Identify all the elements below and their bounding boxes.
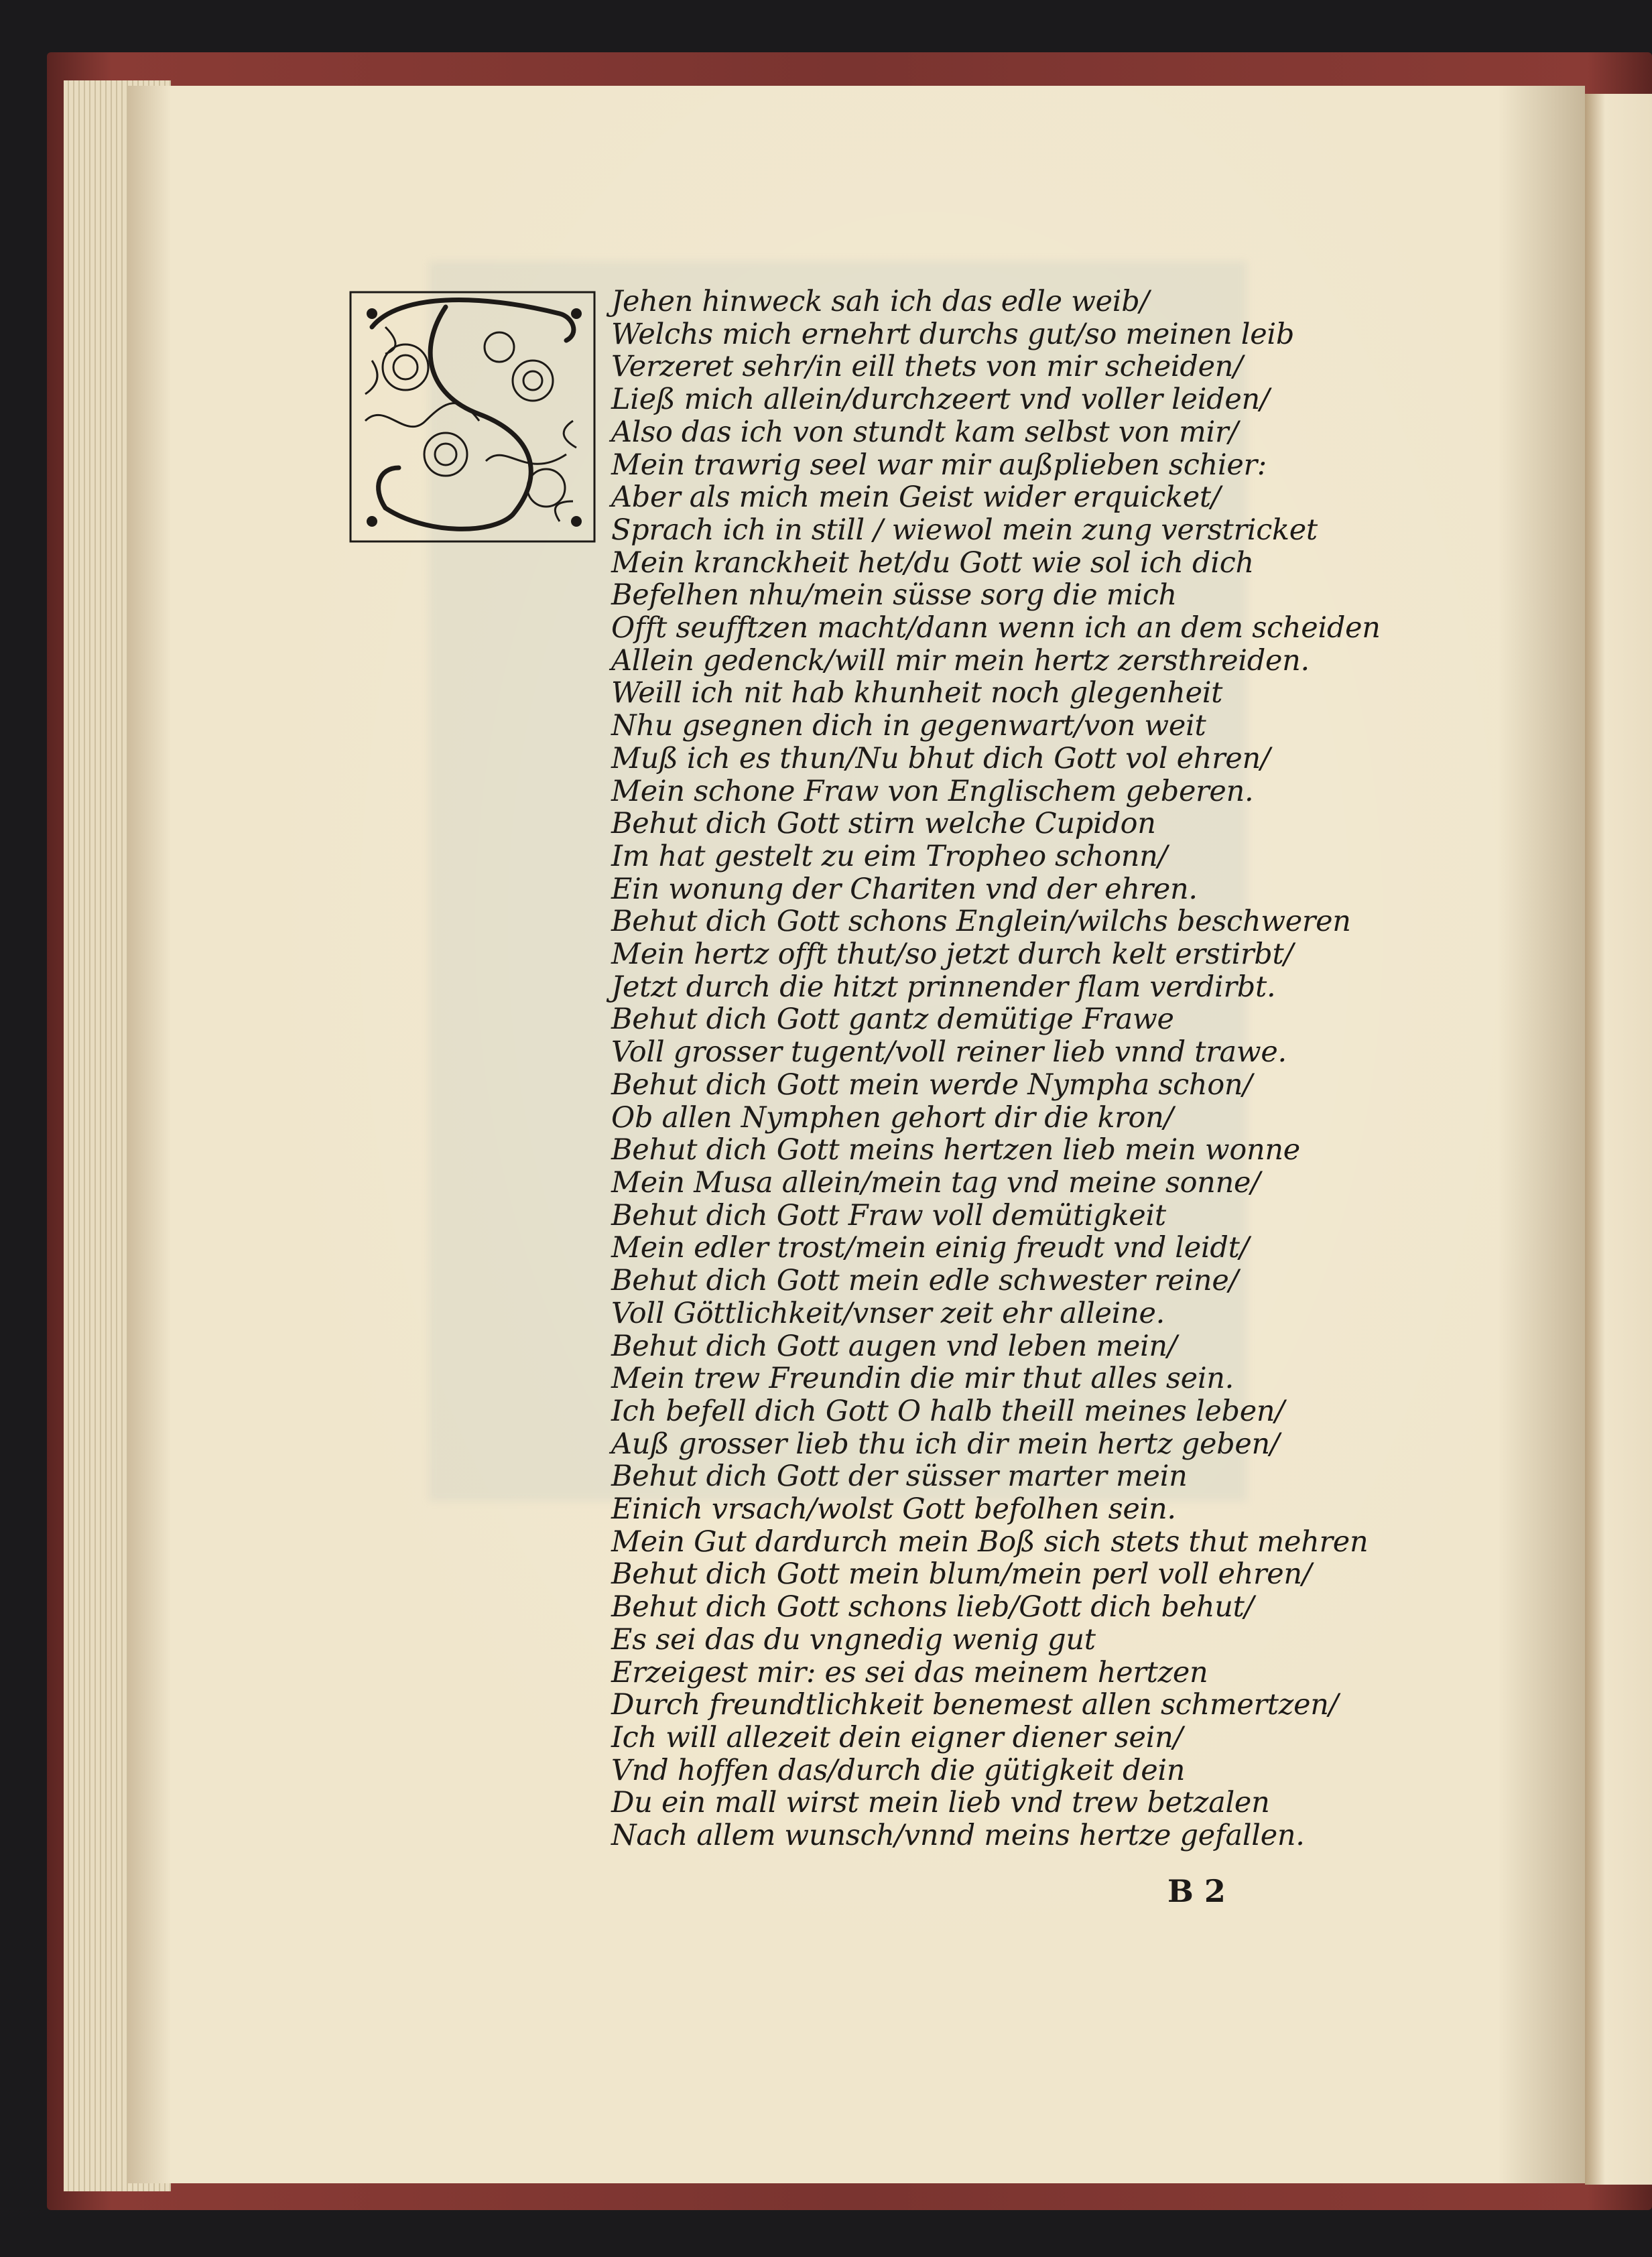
poem-line: Offt seufftzen macht/dann wenn ich an dem scheiden <box>611 611 1381 645</box>
poem-line: Ob allen Nymphen gehort dir die kron/ <box>611 1100 1173 1135</box>
poem-line: Behut dich Gott der süsser marter mein <box>611 1460 1188 1494</box>
facing-page-edge <box>1585 94 1652 2185</box>
poem-line: Behut dich Gott gantz demütige Frawe <box>611 1003 1174 1037</box>
poem-line: Nhu gsegnen dich in gegenwart/von weit <box>611 709 1206 743</box>
poem-line: Welchs mich ernehrt durchs gut/so meinen leib <box>611 317 1295 351</box>
poem-line: Allein gedenck/will mir mein hertz zersthreiden. <box>611 643 1310 678</box>
poem-line: Ich befell dich Gott O halb theill meines leben/ <box>611 1394 1285 1428</box>
poem-line: Ein wonung der Chariten vnd der ehren. <box>611 872 1198 906</box>
poem-line: Voll grosser tugent/voll reiner lieb vnnd trawe. <box>611 1035 1287 1070</box>
poem-line: Vnd hoffen das/durch die gütigkeit dein <box>611 1753 1186 1787</box>
poem-line: Ich will allezeit dein eigner diener sein/ <box>611 1720 1183 1754</box>
poem-line: Behut dich Gott mein blum/mein perl voll ehren/ <box>611 1557 1312 1592</box>
poem-line: Behut dich Gott augen vnd leben mein/ <box>611 1329 1178 1363</box>
poem-line: Behut dich Gott schons Englein/wilchs beschweren <box>611 905 1351 939</box>
poem-line: Mein hertz offt thut/so jetzt durch kelt erstirbt/ <box>611 938 1293 972</box>
poem-line: Weill ich nit hab khunheit noch glegenheit <box>611 676 1223 710</box>
poem-line: Mein Musa allein/mein tag vnd meine sonne/ <box>611 1165 1261 1200</box>
poem-line: Mein schone Fraw von Englischem geberen. <box>611 774 1254 808</box>
poem-text <box>611 285 1576 1852</box>
poem-line: Erzeigest mir: es sei das meinem hertzen <box>611 1655 1208 1689</box>
poem-line: Behut dich Gott meins hertzen lieb mein wonne <box>611 1133 1300 1167</box>
poem-line: Behut dich Gott Fraw voll demütigkeit <box>611 1198 1166 1232</box>
poem-line: Mein kranckheit het/du Gott wie sol ich dich <box>611 545 1254 580</box>
poem-line: Behut dich Gott schons lieb/Gott dich behut/ <box>611 1590 1254 1624</box>
poem-line: Mein trawrig seel war mir außplieben schier: <box>611 448 1267 482</box>
poem-line: Jehen hinweck sah ich das edle weib/ <box>611 285 1149 318</box>
poem-line: Nach allem wunsch/vnnd meins hertze gefallen. <box>611 1819 1305 1853</box>
poem-line: Also das ich von stundt kam selbst von mir/ <box>611 415 1238 449</box>
poem-line: Durch freundtlichkeit benemest allen schmertzen/ <box>611 1688 1338 1722</box>
poem-line: Einich vrsach/wolst Gott befolhen sein. <box>611 1492 1176 1527</box>
poem-line: Muß ich es thun/Nu bhut dich Gott vol ehren/ <box>611 741 1271 775</box>
poem-line: Auß grosser lieb thu ich dir mein hertz geben/ <box>611 1427 1280 1461</box>
poem-line: Es sei das du vngnedig wenig gut <box>611 1622 1096 1657</box>
poem-line: Befelhen nhu/mein süsse sorg die mich <box>611 578 1177 612</box>
poem-line: Aber als mich mein Geist wider erquicket/ <box>611 480 1221 515</box>
poem-line: Jetzt durch die hitzt prinnender flam verdirbt. <box>611 970 1276 1004</box>
poem-line: Behut dich Gott stirn welche Cupidon <box>611 807 1156 841</box>
poem-line: Du ein mall wirst mein lieb vnd trew betzalen <box>611 1786 1270 1820</box>
poem-line: Sprach ich in still / wiewol mein zung verstricket <box>611 513 1318 547</box>
poem-line: Ließ mich allein/durchzeert vnd voller leiden/ <box>611 383 1270 417</box>
poem-line: Voll Göttlichkeit/vnser zeit ehr alleine. <box>611 1296 1165 1330</box>
decorated-initial-letter <box>345 287 600 547</box>
poem-line: Mein Gut dardurch mein Boß sich stets thut mehren <box>611 1525 1369 1559</box>
poem-line: Mein edler trost/mein einig freudt vnd leidt/ <box>611 1231 1249 1265</box>
poem-line: Im hat gestelt zu eim Tropheo schonn/ <box>611 839 1167 873</box>
signature-mark: B 2 <box>1167 1873 1226 1909</box>
poem-line: Verzeret sehr/in eill thets von mir scheiden/ <box>611 350 1243 384</box>
poem-line: Behut dich Gott mein werde Nympha schon/ <box>611 1068 1253 1102</box>
poem-line: Behut dich Gott mein edle schwester reine/ <box>611 1264 1238 1298</box>
poem-line: Mein trew Freundin die mir thut alles sein. <box>611 1362 1234 1396</box>
